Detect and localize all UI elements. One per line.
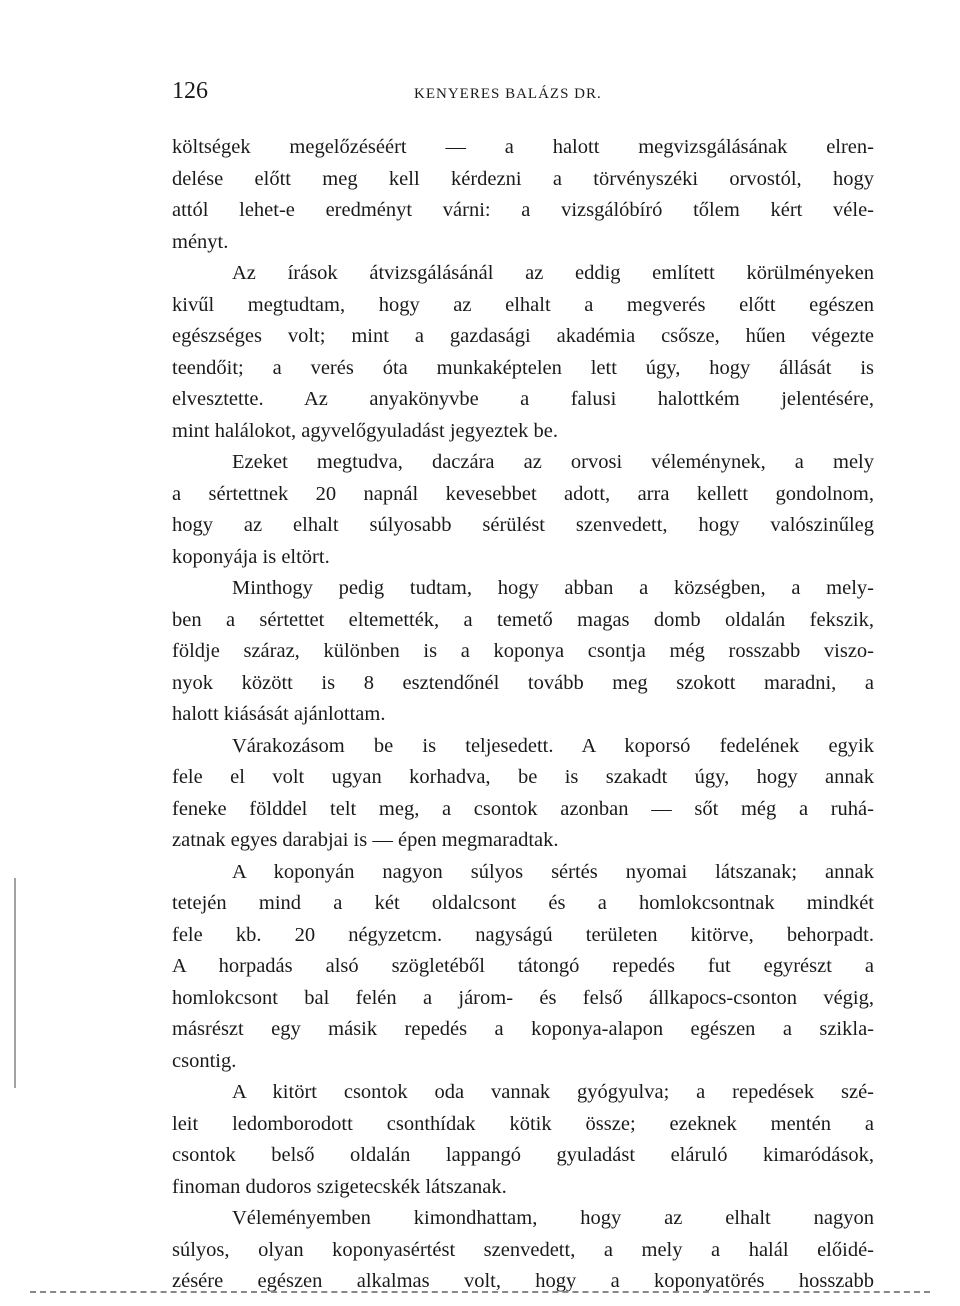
text-line: halott kiásását ajánlottam. — [172, 703, 386, 725]
text-line: súlyos, olyan koponyasértést szenvedett, a mely a halál előidé- — [172, 1238, 874, 1261]
text-line: attól lehet-e eredményt várni: a vizsgálóbíró tőlem kért véle- — [172, 199, 874, 221]
text-line: kivűl megtudtam, hogy az elhalt a megverés előtt egészen — [172, 293, 874, 316]
text-line: Az írások átvizsgálásánál az eddig említett körülményeken — [232, 262, 874, 284]
text-line: delése előtt meg kell kérdezni a törvényszéki orvostól, hogy — [172, 167, 874, 190]
text-line: a sértettnek 20 napnál kevesebbet adott, arra kellett gondolnom, — [172, 482, 874, 505]
text-line: hogy az elhalt súlyosabb sérülést szenvedett, hogy valószinűleg — [172, 514, 874, 536]
page-header — [172, 78, 872, 110]
text-line: fele el volt ugyan korhadva, be is szakadt úgy, hogy annak — [172, 766, 874, 788]
text-line: nyok között is 8 esztendőnél tovább meg szokott maradni, a — [172, 671, 874, 694]
text-line: ben a sértettet eltemették, a temető magas domb oldalán fekszik, — [172, 608, 874, 631]
bottom-scan-rule — [30, 1291, 930, 1293]
text-line: csontig. — [172, 1049, 237, 1072]
text-line: ményt. — [172, 230, 229, 253]
body-text — [172, 132, 874, 1298]
text-line: mint halálokot, agyvelőgyuladást jegyeztek be. — [172, 419, 558, 442]
text-line: Ezeket megtudva, daczára az orvosi véleménynek, a mely — [232, 451, 874, 473]
text-line: A kitört csontok oda vannak gyógyulva; a repedések szé- — [232, 1081, 874, 1103]
text-line: költségek megelőzéséért — a halott megvizsgálásának elren- — [172, 136, 874, 158]
text-line: A koponyán nagyon súlyos sértés nyomai látszanak; annak — [232, 860, 874, 883]
text-line: teendőit; a verés óta munkaképtelen lett úgy, hogy állását is — [172, 356, 874, 379]
text-line: finoman dudoros szigetecskék látszanak. — [172, 1175, 507, 1198]
text-line: koponyája is eltört. — [172, 545, 330, 568]
text-line: Véleményemben kimondhattam, hogy az elhalt nagyon — [232, 1207, 874, 1229]
text-line: homlokcsont bal felén a járom- és felső állkapocs-csonton végig, — [172, 986, 874, 1009]
text-line: zatnak egyes darabjai is — épen megmaradtak. — [172, 829, 559, 851]
running-head: KENYERES BALÁZS DR. — [414, 86, 602, 102]
text-line: leit ledomborodott csonthídak kötik össze; ezeknek mentén a — [172, 1112, 874, 1135]
text-line: A horpadás alsó szögletéből tátongó repedés fut egyrészt a — [172, 955, 874, 977]
text-line: csontok belső oldalán lappangó gyuladást eláruló kimaródások, — [172, 1144, 874, 1166]
text-line: Várakozásom be is teljesedett. A koporsó fedelének egyik — [232, 734, 874, 757]
text-line: tetején mind a két oldalcsont és a homlokcsontnak mindkét — [172, 892, 874, 914]
text-line: másrészt egy másik repedés a koponya-alapon egészen a szikla- — [172, 1018, 874, 1040]
text-line: egészséges volt; mint a gazdasági akadémia csősze, hűen végezte — [172, 325, 874, 347]
text-line: földje száraz, különben is a koponya csontja még rosszabb viszo- — [172, 640, 874, 662]
text-line: Minthogy pedig tudtam, hogy abban a községben, a mely- — [232, 577, 874, 599]
text-line: feneke földdel telt meg, a csontok azonban — sőt még a ruhá- — [172, 797, 874, 820]
text-line: zésére egészen alkalmas volt, hogy a koponyatörés hosszabb — [172, 1270, 874, 1292]
page-number: 126 — [172, 78, 208, 104]
text-line: fele kb. 20 négyzetcm. nagyságú területen kitörve, behorpadt. — [172, 923, 874, 946]
text-line: elvesztette. Az anyakönyvbe a falusi halottkém jelentésére, — [172, 388, 874, 410]
margin-scan-mark — [14, 878, 16, 1088]
